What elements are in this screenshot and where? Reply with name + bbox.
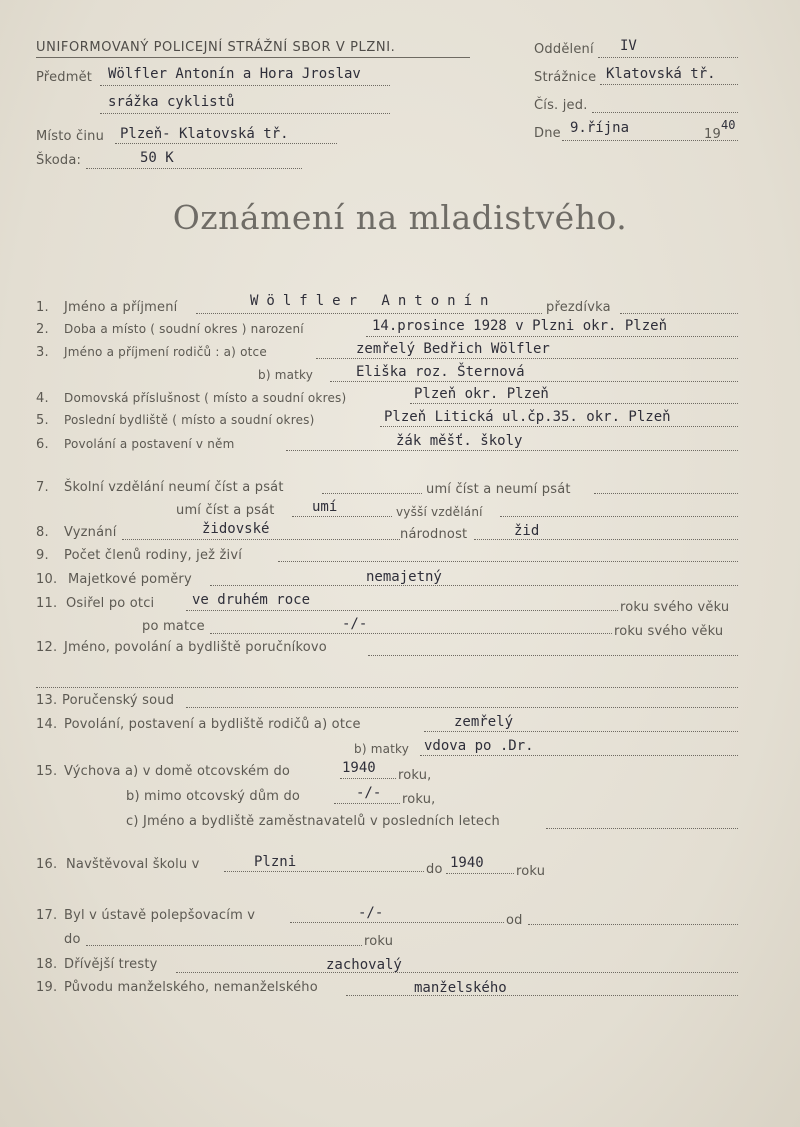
field-3-label: Jméno a příjmení rodičů : a) otce	[64, 345, 267, 359]
field-16-line-2	[446, 873, 514, 874]
field-11-value: ve druhém roce	[192, 592, 311, 608]
field-4-label: Domovská příslušnost ( místo a soudní okres)	[64, 391, 347, 405]
field-19-label: Původu manželského, nemanželského	[64, 980, 318, 995]
skoda-value: 50 K	[140, 150, 174, 166]
field-7-mid-line	[594, 493, 738, 494]
field-18-number: 18.	[36, 957, 58, 972]
field-13-number: 13.	[36, 693, 58, 708]
field-16-mid: do	[426, 862, 443, 877]
field-17-extra: od	[506, 913, 523, 928]
field-11-line	[186, 610, 618, 611]
field-18-line	[176, 972, 738, 973]
predmet-line	[100, 85, 390, 86]
field-6-number: 6.	[36, 437, 49, 452]
field-17-label: Byl v ústavě polepšovacím v	[64, 908, 256, 923]
oddeleni-label: Oddělení	[534, 42, 594, 57]
field-15b-label: b) mimo otcovský dům do	[126, 789, 301, 804]
field-14-number: 14.	[36, 717, 58, 732]
field-9-number: 9.	[36, 548, 49, 563]
field-11b-label: po matce	[142, 619, 205, 634]
field-2-line	[366, 336, 738, 337]
field-11-extra: roku svého věku	[620, 600, 730, 615]
field-1-number: 1.	[36, 300, 49, 315]
field-12-line-2	[36, 687, 738, 688]
predmet-value: Wölfler Antonín a Hora Jroslav	[108, 66, 361, 82]
field-19-line	[346, 995, 738, 996]
field-11b-line	[210, 633, 612, 634]
field-7b-line	[292, 516, 392, 517]
misto-label: Místo činu	[36, 129, 105, 144]
field-6-line	[286, 450, 738, 451]
field-16-label: Navštěvoval školu v	[66, 857, 200, 872]
year-suffix: 40	[721, 118, 736, 132]
field-14-line	[424, 731, 738, 732]
cis-jed-line	[592, 112, 738, 113]
field-17-line	[290, 922, 504, 923]
year-prefix: 19	[704, 127, 721, 142]
field-15-number: 15.	[36, 764, 58, 779]
field-15c-label: c) Jméno a bydliště zaměstnavatelů v posledních letech	[126, 814, 500, 829]
field-17b-line	[86, 945, 362, 946]
predmet-value-2: srážka cyklistů	[108, 94, 235, 110]
field-7b-value: umí	[312, 499, 338, 515]
field-5-number: 5.	[36, 413, 49, 428]
field-8-mid-line	[474, 539, 738, 540]
predmet-line-2	[100, 113, 390, 114]
field-7-label: Školní vzdělání neumí číst a psát	[64, 480, 284, 495]
field-15-extra: roku,	[398, 768, 432, 783]
field-7b-label: umí číst a psát	[176, 503, 275, 518]
field-11b-value: -/-	[342, 616, 368, 632]
field-7b-extra-line	[500, 516, 738, 517]
field-16-line	[224, 871, 424, 872]
field-8-number: 8.	[36, 525, 49, 540]
field-15-label: Výchova a) v domě otcovském do	[64, 764, 291, 779]
field-6-label: Povolání a postavení v něm	[64, 437, 235, 451]
field-1-label: Jméno a příjmení	[64, 300, 178, 315]
field-16-value-2: 1940	[450, 855, 484, 871]
dne-label: Dne	[534, 126, 561, 141]
field-11-label: Osiřel po otci	[66, 596, 155, 611]
field-15-line	[340, 778, 396, 779]
field-10-line	[210, 585, 738, 586]
field-16-extra: roku	[516, 864, 546, 879]
dne-line	[562, 140, 738, 141]
field-13-line	[186, 707, 738, 708]
field-5-label: Poslední bydliště ( místo a soudní okres)	[64, 413, 315, 427]
field-18-label: Dřívější tresty	[64, 957, 158, 972]
field-17-extra-line	[528, 924, 738, 925]
field-2-label: Doba a místo ( soudní okres ) narození	[64, 322, 304, 336]
field-16-number: 16.	[36, 857, 58, 872]
field-15b-line	[334, 803, 400, 804]
field-15-value: 1940	[342, 760, 376, 776]
institution-underline	[36, 57, 470, 58]
field-14-value: zemřelý	[454, 714, 514, 730]
field-9-label: Počet členů rodiny, jež živí	[64, 548, 243, 563]
field-4-line	[410, 403, 738, 404]
field-7b-extra: vyšší vzdělání	[396, 505, 483, 519]
oddeleni-value: IV	[620, 38, 637, 54]
field-7-mid: umí číst a neumí psát	[426, 482, 571, 497]
field-3b-label: b) matky	[258, 368, 314, 382]
field-17-number: 17.	[36, 908, 58, 923]
institution-heading: UNIFORMOVANÝ POLICEJNÍ STRÁŽNÍ SBOR V PLZNI.	[36, 40, 396, 55]
field-14b-line	[420, 755, 738, 756]
field-10-number: 10.	[36, 572, 58, 587]
field-1-extra-line	[620, 313, 738, 314]
field-12-number: 12.	[36, 640, 58, 655]
field-17b-label: do	[64, 932, 81, 947]
predmet-label: Předmět	[36, 70, 93, 85]
field-7-line	[322, 493, 422, 494]
misto-value: Plzeň- Klatovská tř.	[120, 126, 289, 142]
field-18-value: zachovalý	[326, 957, 402, 973]
field-10-label: Majetkové poměry	[68, 572, 192, 587]
field-8-value-2: žid	[514, 523, 540, 539]
field-19-value: manželského	[414, 980, 507, 996]
field-5-value: Plzeň Litická ul.čp.35. okr. Plzeň	[384, 409, 671, 425]
field-19-number: 19.	[36, 980, 58, 995]
dne-value: 9.října	[570, 120, 630, 136]
field-5-line	[380, 426, 738, 427]
field-3b-line	[330, 381, 738, 382]
field-1-value: Wölfler Antonín	[250, 293, 497, 309]
field-9-line	[278, 561, 738, 562]
oddeleni-line	[598, 57, 738, 58]
field-12-label: Jméno, povolání a bydliště poručníkovo	[64, 640, 327, 655]
field-6-value: žák měšť. školy	[396, 433, 523, 449]
field-8-value: židovské	[202, 521, 270, 537]
field-3-number: 3.	[36, 345, 49, 360]
field-4-value: Plzeň okr. Plzeň	[414, 386, 549, 402]
straznice-value: Klatovská tř.	[606, 66, 716, 82]
field-4-number: 4.	[36, 391, 49, 406]
field-3b-value: Eliška roz. Šternová	[356, 364, 525, 380]
field-8-line	[122, 539, 400, 540]
field-16-value: Plzni	[254, 854, 297, 870]
field-15c-line	[546, 828, 738, 829]
field-12-line	[368, 655, 738, 656]
field-3-line	[316, 358, 738, 359]
field-7-number: 7.	[36, 480, 49, 495]
field-17b-extra: roku	[364, 934, 394, 949]
field-14-label: Povolání, postavení a bydliště rodičů a) otce	[64, 717, 361, 732]
straznice-label: Strážnice	[534, 70, 597, 85]
field-10-value: nemajetný	[366, 569, 442, 585]
skoda-label: Škoda:	[36, 153, 82, 168]
field-1-extra: přezdívka	[546, 300, 611, 315]
field-15b-value: -/-	[356, 785, 382, 801]
field-2-value: 14.prosince 1928 v Plzni okr. Plzeň	[372, 318, 668, 334]
field-1-line	[196, 313, 542, 314]
field-15b-extra: roku,	[402, 792, 436, 807]
cis-jed-label: Čís. jed.	[534, 98, 588, 113]
field-14b-label: b) matky	[354, 742, 410, 756]
field-8-mid: národnost	[400, 527, 468, 542]
field-14b-value: vdova po .Dr.	[424, 738, 534, 754]
field-2-number: 2.	[36, 322, 49, 337]
field-8-label: Vyznání	[64, 525, 117, 540]
field-11-number: 11.	[36, 596, 58, 611]
page-title: Oznámení na mladistvého.	[172, 198, 628, 237]
straznice-line	[600, 84, 738, 85]
field-3-value: zemřelý Bedřich Wölfler	[356, 341, 550, 357]
field-13-label: Poručenský soud	[62, 693, 175, 708]
field-17-value: -/-	[358, 905, 384, 921]
field-11b-extra: roku svého věku	[614, 624, 724, 639]
misto-line	[115, 143, 337, 144]
skoda-line	[86, 168, 302, 169]
